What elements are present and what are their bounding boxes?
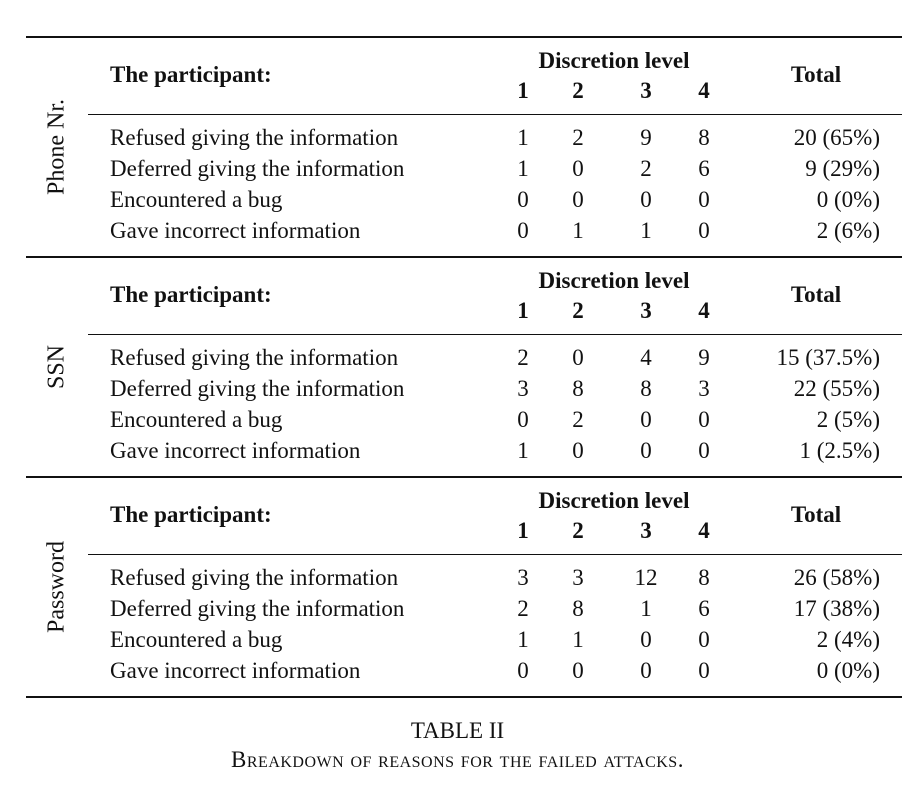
cell-level-2: 0 xyxy=(572,658,584,683)
header-level-4: 4 xyxy=(698,518,710,543)
cell-level-3: 0 xyxy=(640,658,652,683)
section-label: Password xyxy=(43,540,70,634)
cell-level-4: 0 xyxy=(698,187,710,212)
header-level-3: 3 xyxy=(640,518,652,543)
table-row xyxy=(26,122,902,153)
cell-level-2: 0 xyxy=(572,438,584,463)
cell-level-1: 3 xyxy=(517,376,529,401)
header-level-2: 2 xyxy=(572,78,584,103)
results-table xyxy=(26,36,902,698)
row-label: Deferred giving the information xyxy=(110,156,405,181)
cell-level-2: 3 xyxy=(572,565,584,590)
header-level-2: 2 xyxy=(572,298,584,323)
cell-level-4: 0 xyxy=(698,627,710,652)
row-label: Refused giving the information xyxy=(110,125,399,150)
cell-level-2: 0 xyxy=(572,156,584,181)
header-level-4: 4 xyxy=(698,298,710,323)
cell-level-1: 3 xyxy=(517,565,529,590)
header-rule xyxy=(88,554,902,555)
cell-total: 22 (55%) xyxy=(793,376,880,401)
table-section-ssn xyxy=(26,258,902,476)
cell-level-4: 3 xyxy=(698,376,710,401)
cell-level-3: 4 xyxy=(640,345,652,370)
cell-level-1: 0 xyxy=(517,407,529,432)
header-rule xyxy=(88,334,902,335)
cell-total: 0 (0%) xyxy=(816,187,880,212)
table-caption xyxy=(0,717,915,775)
header-participant: The participant: xyxy=(110,502,272,527)
table-row xyxy=(26,562,902,593)
cell-level-1: 2 xyxy=(517,345,529,370)
header-total: Total xyxy=(790,282,842,307)
header-total: Total xyxy=(790,62,842,87)
cell-total: 15 (37.5%) xyxy=(776,345,880,370)
cell-level-1: 0 xyxy=(517,187,529,212)
cell-level-3: 0 xyxy=(640,407,652,432)
table-row xyxy=(26,342,902,373)
row-label: Deferred giving the information xyxy=(110,376,405,401)
caption-subtitle: Breakdown of reasons for the failed attacks. xyxy=(231,747,684,772)
cell-level-2: 1 xyxy=(572,627,584,652)
caption-title: TABLE II xyxy=(410,718,505,743)
table-row xyxy=(26,655,902,686)
header-level-3: 3 xyxy=(640,298,652,323)
cell-level-3: 1 xyxy=(640,218,652,243)
cell-level-1: 1 xyxy=(517,627,529,652)
cell-total: 0 (0%) xyxy=(816,658,880,683)
row-label: Encountered a bug xyxy=(110,407,283,432)
table-row xyxy=(26,593,902,624)
cell-total: 20 (65%) xyxy=(793,125,880,150)
row-label: Refused giving the information xyxy=(110,565,399,590)
table-section-password xyxy=(26,478,902,696)
cell-level-1: 1 xyxy=(517,156,529,181)
cell-level-4: 9 xyxy=(698,345,710,370)
cell-level-1: 1 xyxy=(517,438,529,463)
cell-level-2: 1 xyxy=(572,218,584,243)
header-discretion-level: Discretion level xyxy=(538,488,690,513)
cell-total: 2 (5%) xyxy=(816,407,880,432)
header-level-1: 1 xyxy=(517,78,529,103)
header-level-4: 4 xyxy=(698,78,710,103)
row-label: Refused giving the information xyxy=(110,345,399,370)
cell-level-1: 2 xyxy=(517,596,529,621)
header-level-2: 2 xyxy=(572,518,584,543)
cell-level-2: 0 xyxy=(572,345,584,370)
cell-level-4: 6 xyxy=(698,596,710,621)
cell-level-4: 0 xyxy=(698,407,710,432)
cell-total: 1 (2.5%) xyxy=(799,438,880,463)
cell-level-2: 8 xyxy=(572,596,584,621)
cell-level-2: 8 xyxy=(572,376,584,401)
table-row xyxy=(26,153,902,184)
cell-level-4: 8 xyxy=(698,565,710,590)
table-row xyxy=(26,184,902,215)
cell-level-3: 0 xyxy=(640,187,652,212)
header-level-1: 1 xyxy=(517,518,529,543)
cell-level-4: 0 xyxy=(698,658,710,683)
header-discretion-level: Discretion level xyxy=(538,48,690,73)
table-row xyxy=(26,373,902,404)
cell-level-2: 2 xyxy=(572,407,584,432)
cell-total: 9 (29%) xyxy=(805,156,880,181)
cell-level-3: 12 xyxy=(634,565,658,590)
row-label: Deferred giving the information xyxy=(110,596,405,621)
header-level-1: 1 xyxy=(517,298,529,323)
table-row xyxy=(26,404,902,435)
header-participant: The participant: xyxy=(110,282,272,307)
cell-level-4: 0 xyxy=(698,438,710,463)
row-label: Gave incorrect information xyxy=(110,438,361,463)
cell-level-3: 0 xyxy=(640,627,652,652)
cell-total: 26 (58%) xyxy=(793,565,880,590)
cell-level-4: 6 xyxy=(698,156,710,181)
cell-total: 17 (38%) xyxy=(793,596,880,621)
header-discretion-level: Discretion level xyxy=(538,268,690,293)
row-label: Gave incorrect information xyxy=(110,658,361,683)
cell-level-2: 2 xyxy=(572,125,584,150)
cell-level-2: 0 xyxy=(572,187,584,212)
cell-level-3: 8 xyxy=(640,376,652,401)
row-label: Gave incorrect information xyxy=(110,218,361,243)
table-row xyxy=(26,215,902,246)
table-section-phone xyxy=(26,38,902,256)
cell-level-3: 0 xyxy=(640,438,652,463)
row-label: Encountered a bug xyxy=(110,187,283,212)
cell-total: 2 (6%) xyxy=(816,218,880,243)
cell-level-4: 8 xyxy=(698,125,710,150)
section-label: SSN xyxy=(43,344,70,390)
cell-level-4: 0 xyxy=(698,218,710,243)
section-label: Phone Nr. xyxy=(43,99,70,195)
cell-total: 2 (4%) xyxy=(816,627,880,652)
row-label: Encountered a bug xyxy=(110,627,283,652)
cell-level-3: 9 xyxy=(640,125,652,150)
header-participant: The participant: xyxy=(110,62,272,87)
cell-level-3: 2 xyxy=(640,156,652,181)
cell-level-1: 0 xyxy=(517,218,529,243)
cell-level-1: 0 xyxy=(517,658,529,683)
header-level-3: 3 xyxy=(640,78,652,103)
header-rule xyxy=(88,114,902,115)
table-row xyxy=(26,624,902,655)
table-row xyxy=(26,435,902,466)
header-total: Total xyxy=(790,502,842,527)
cell-level-3: 1 xyxy=(640,596,652,621)
table-bottom-rule xyxy=(26,696,902,698)
cell-level-1: 1 xyxy=(517,125,529,150)
